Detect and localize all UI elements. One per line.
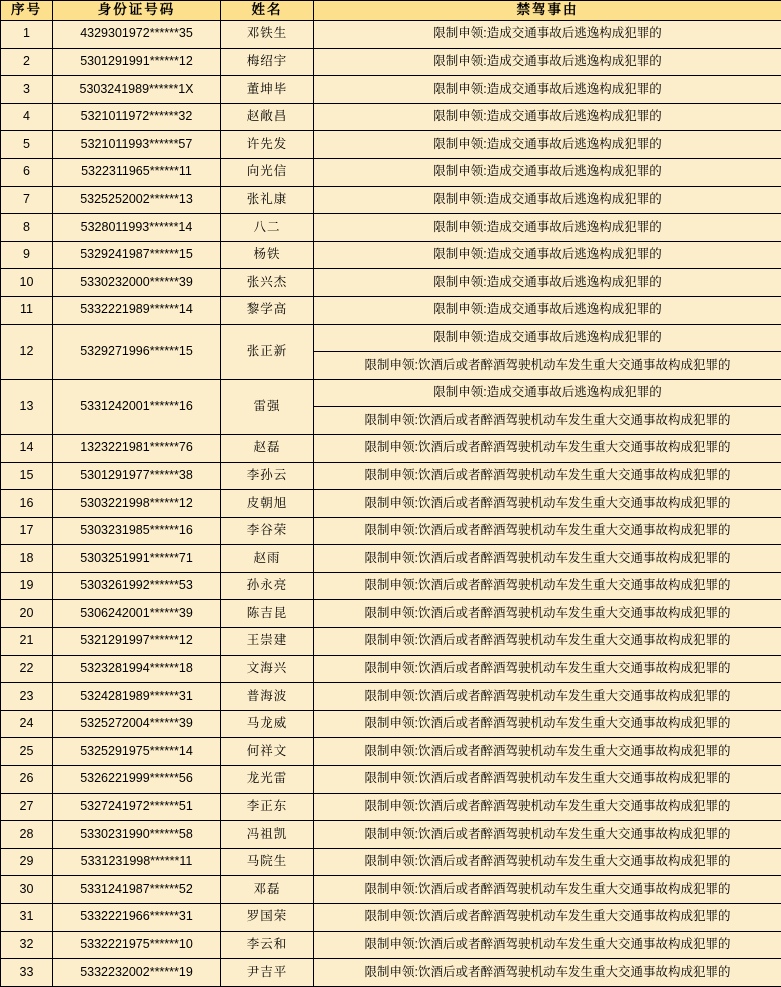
cell-reason: 限制申领:造成交通事故后逃逸构成犯罪的 bbox=[314, 214, 781, 242]
cell-id-number: 5321011993******57 bbox=[53, 131, 221, 159]
cell-id-number: 5326221999******56 bbox=[53, 766, 221, 794]
cell-name: 杨铁 bbox=[221, 241, 314, 269]
cell-name: 李孙云 bbox=[221, 462, 314, 490]
cell-index: 15 bbox=[1, 462, 53, 490]
cell-id-number: 5325272004******39 bbox=[53, 710, 221, 738]
table-row bbox=[1, 959, 781, 987]
cell-id-number: 5332221966******31 bbox=[53, 904, 221, 932]
cell-index: 9 bbox=[1, 241, 53, 269]
table-row bbox=[1, 545, 781, 573]
cell-reason: 限制申领:造成交通事故后逃逸构成犯罪的 bbox=[314, 21, 781, 49]
table-row bbox=[1, 296, 781, 324]
cell-reason: 限制申领:造成交通事故后逃逸构成犯罪的 bbox=[314, 241, 781, 269]
cell-index: 10 bbox=[1, 269, 53, 297]
cell-name: 许先发 bbox=[221, 131, 314, 159]
table-row bbox=[1, 904, 781, 932]
column-header-name: 姓名 bbox=[221, 1, 314, 21]
cell-reason: 限制申领:饮酒后或者醉酒驾驶机动车发生重大交通事故构成犯罪的 bbox=[314, 766, 781, 794]
cell-index: 4 bbox=[1, 103, 53, 131]
cell-reason: 限制申领:饮酒后或者醉酒驾驶机动车发生重大交通事故构成犯罪的 bbox=[314, 821, 781, 849]
column-header-index: 序号 bbox=[1, 1, 53, 21]
cell-id-number: 5324281989******31 bbox=[53, 683, 221, 711]
cell-reason: 限制申领:饮酒后或者醉酒驾驶机动车发生重大交通事故构成犯罪的 bbox=[314, 572, 781, 600]
cell-index: 32 bbox=[1, 931, 53, 959]
cell-name: 李正东 bbox=[221, 793, 314, 821]
cell-id-number: 5329241987******15 bbox=[53, 241, 221, 269]
cell-index: 29 bbox=[1, 848, 53, 876]
table-row bbox=[1, 766, 781, 794]
cell-index: 27 bbox=[1, 793, 53, 821]
cell-id-number: 5303231985******16 bbox=[53, 517, 221, 545]
cell-reason: 限制申领:饮酒后或者醉酒驾驶机动车发生重大交通事故构成犯罪的 bbox=[314, 876, 781, 904]
cell-index: 19 bbox=[1, 572, 53, 600]
cell-name: 孙永亮 bbox=[221, 572, 314, 600]
cell-name: 冯祖凯 bbox=[221, 821, 314, 849]
cell-name: 八二 bbox=[221, 214, 314, 242]
cell-id-number: 5301291991******12 bbox=[53, 48, 221, 76]
cell-reason: 限制申领:饮酒后或者醉酒驾驶机动车发生重大交通事故构成犯罪的 bbox=[314, 710, 781, 738]
cell-name: 龙光雷 bbox=[221, 766, 314, 794]
cell-name: 黎学高 bbox=[221, 296, 314, 324]
cell-reason: 限制申领:饮酒后或者醉酒驾驶机动车发生重大交通事故构成犯罪的 bbox=[314, 793, 781, 821]
cell-id-number: 5321011972******32 bbox=[53, 103, 221, 131]
cell-index: 24 bbox=[1, 710, 53, 738]
cell-reason: 限制申领:饮酒后或者醉酒驾驶机动车发生重大交通事故构成犯罪的 bbox=[314, 545, 781, 573]
cell-index: 31 bbox=[1, 904, 53, 932]
table-row bbox=[1, 131, 781, 159]
table-row bbox=[1, 738, 781, 766]
cell-reason: 限制申领:饮酒后或者醉酒驾驶机动车发生重大交通事故构成犯罪的 bbox=[314, 904, 781, 932]
cell-id-number: 5330231990******58 bbox=[53, 821, 221, 849]
table-header bbox=[1, 1, 781, 21]
cell-index: 26 bbox=[1, 766, 53, 794]
cell-index: 17 bbox=[1, 517, 53, 545]
cell-reason: 限制申领:饮酒后或者醉酒驾驶机动车发生重大交通事故构成犯罪的 bbox=[314, 407, 781, 435]
table-row bbox=[1, 572, 781, 600]
cell-index: 11 bbox=[1, 296, 53, 324]
table-row bbox=[1, 848, 781, 876]
table-row bbox=[1, 793, 781, 821]
cell-reason: 限制申领:饮酒后或者醉酒驾驶机动车发生重大交通事故构成犯罪的 bbox=[314, 434, 781, 462]
cell-index: 2 bbox=[1, 48, 53, 76]
cell-id-number: 5332221975******10 bbox=[53, 931, 221, 959]
cell-name: 何祥文 bbox=[221, 738, 314, 766]
cell-name: 邓磊 bbox=[221, 876, 314, 904]
cell-name: 罗国荣 bbox=[221, 904, 314, 932]
cell-index: 14 bbox=[1, 434, 53, 462]
cell-reason: 限制申领:造成交通事故后逃逸构成犯罪的 bbox=[314, 324, 781, 352]
cell-name: 李云和 bbox=[221, 931, 314, 959]
cell-id-number: 5321291997******12 bbox=[53, 628, 221, 656]
table-row bbox=[1, 462, 781, 490]
cell-reason: 限制申领:饮酒后或者醉酒驾驶机动车发生重大交通事故构成犯罪的 bbox=[314, 738, 781, 766]
cell-index: 23 bbox=[1, 683, 53, 711]
cell-reason: 限制申领:造成交通事故后逃逸构成犯罪的 bbox=[314, 76, 781, 104]
table-row bbox=[1, 683, 781, 711]
cell-reason: 限制申领:造成交通事故后逃逸构成犯罪的 bbox=[314, 48, 781, 76]
table-row bbox=[1, 324, 781, 352]
table-row bbox=[1, 710, 781, 738]
cell-name: 董坤毕 bbox=[221, 76, 314, 104]
cell-id-number: 5323281994******18 bbox=[53, 655, 221, 683]
table-row bbox=[1, 76, 781, 104]
cell-index: 16 bbox=[1, 490, 53, 518]
cell-reason: 限制申领:饮酒后或者醉酒驾驶机动车发生重大交通事故构成犯罪的 bbox=[314, 959, 781, 987]
cell-reason: 限制申领:造成交通事故后逃逸构成犯罪的 bbox=[314, 379, 781, 407]
cell-reason: 限制申领:饮酒后或者醉酒驾驶机动车发生重大交通事故构成犯罪的 bbox=[314, 655, 781, 683]
cell-reason: 限制申领:饮酒后或者醉酒驾驶机动车发生重大交通事故构成犯罪的 bbox=[314, 352, 781, 380]
cell-name: 尹吉平 bbox=[221, 959, 314, 987]
cell-id-number: 5330232000******39 bbox=[53, 269, 221, 297]
table-row bbox=[1, 379, 781, 407]
cell-id-number: 5325291975******14 bbox=[53, 738, 221, 766]
table-row bbox=[1, 628, 781, 656]
cell-id-number: 5327241972******51 bbox=[53, 793, 221, 821]
cell-id-number: 5301291977******38 bbox=[53, 462, 221, 490]
cell-index: 7 bbox=[1, 186, 53, 214]
cell-name: 李谷荣 bbox=[221, 517, 314, 545]
cell-id-number: 5322311965******11 bbox=[53, 158, 221, 186]
cell-index: 28 bbox=[1, 821, 53, 849]
cell-id-number: 5303261992******53 bbox=[53, 572, 221, 600]
cell-reason: 限制申领:造成交通事故后逃逸构成犯罪的 bbox=[314, 158, 781, 186]
table-row bbox=[1, 821, 781, 849]
cell-id-number: 5332221989******14 bbox=[53, 296, 221, 324]
table-header-row bbox=[1, 1, 781, 21]
table-row bbox=[1, 600, 781, 628]
cell-reason: 限制申领:饮酒后或者醉酒驾驶机动车发生重大交通事故构成犯罪的 bbox=[314, 848, 781, 876]
cell-index: 3 bbox=[1, 76, 53, 104]
cell-id-number: 5331241987******52 bbox=[53, 876, 221, 904]
cell-reason: 限制申领:饮酒后或者醉酒驾驶机动车发生重大交通事故构成犯罪的 bbox=[314, 517, 781, 545]
cell-index: 20 bbox=[1, 600, 53, 628]
cell-name: 普海波 bbox=[221, 683, 314, 711]
table-row bbox=[1, 490, 781, 518]
cell-index: 30 bbox=[1, 876, 53, 904]
cell-name: 文海兴 bbox=[221, 655, 314, 683]
cell-name: 向光信 bbox=[221, 158, 314, 186]
cell-index: 6 bbox=[1, 158, 53, 186]
table-row bbox=[1, 21, 781, 49]
cell-reason: 限制申领:饮酒后或者醉酒驾驶机动车发生重大交通事故构成犯罪的 bbox=[314, 462, 781, 490]
cell-name: 皮朝旭 bbox=[221, 490, 314, 518]
table-row bbox=[1, 241, 781, 269]
cell-name: 赵敞昌 bbox=[221, 103, 314, 131]
cell-id-number: 5303241989******1X bbox=[53, 76, 221, 104]
cell-name: 赵磊 bbox=[221, 434, 314, 462]
cell-name: 梅绍宇 bbox=[221, 48, 314, 76]
cell-reason: 限制申领:造成交通事故后逃逸构成犯罪的 bbox=[314, 131, 781, 159]
table-row bbox=[1, 876, 781, 904]
table-row bbox=[1, 186, 781, 214]
cell-index: 18 bbox=[1, 545, 53, 573]
table-body bbox=[1, 21, 781, 987]
cell-reason: 限制申领:饮酒后或者醉酒驾驶机动车发生重大交通事故构成犯罪的 bbox=[314, 628, 781, 656]
cell-name: 张礼康 bbox=[221, 186, 314, 214]
table-row bbox=[1, 214, 781, 242]
cell-index: 33 bbox=[1, 959, 53, 987]
cell-reason: 限制申领:造成交通事故后逃逸构成犯罪的 bbox=[314, 269, 781, 297]
cell-id-number: 5331231998******11 bbox=[53, 848, 221, 876]
cell-index: 8 bbox=[1, 214, 53, 242]
cell-reason: 限制申领:造成交通事故后逃逸构成犯罪的 bbox=[314, 186, 781, 214]
cell-index: 5 bbox=[1, 131, 53, 159]
table-row bbox=[1, 103, 781, 131]
cell-name: 雷强 bbox=[221, 379, 314, 434]
cell-index: 21 bbox=[1, 628, 53, 656]
column-header-reason: 禁驾事由 bbox=[314, 1, 781, 21]
cell-reason: 限制申领:饮酒后或者醉酒驾驶机动车发生重大交通事故构成犯罪的 bbox=[314, 683, 781, 711]
cell-name: 马院生 bbox=[221, 848, 314, 876]
table-row bbox=[1, 655, 781, 683]
cell-id-number: 5328011993******14 bbox=[53, 214, 221, 242]
cell-id-number: 5332232002******19 bbox=[53, 959, 221, 987]
cell-reason: 限制申领:造成交通事故后逃逸构成犯罪的 bbox=[314, 296, 781, 324]
cell-reason: 限制申领:饮酒后或者醉酒驾驶机动车发生重大交通事故构成犯罪的 bbox=[314, 600, 781, 628]
table-row bbox=[1, 269, 781, 297]
column-header-id: 身份证号码 bbox=[53, 1, 221, 21]
cell-id-number: 5331242001******16 bbox=[53, 379, 221, 434]
cell-name: 张兴杰 bbox=[221, 269, 314, 297]
cell-name: 马龙威 bbox=[221, 710, 314, 738]
cell-reason: 限制申领:造成交通事故后逃逸构成犯罪的 bbox=[314, 103, 781, 131]
cell-id-number: 5303221998******12 bbox=[53, 490, 221, 518]
cell-index: 13 bbox=[1, 379, 53, 434]
cell-reason: 限制申领:饮酒后或者醉酒驾驶机动车发生重大交通事故构成犯罪的 bbox=[314, 931, 781, 959]
cell-name: 王崇建 bbox=[221, 628, 314, 656]
cell-index: 1 bbox=[1, 21, 53, 49]
cell-id-number: 5306242001******39 bbox=[53, 600, 221, 628]
cell-id-number: 5329271996******15 bbox=[53, 324, 221, 379]
table-row bbox=[1, 517, 781, 545]
table-row bbox=[1, 48, 781, 76]
cell-id-number: 1323221981******76 bbox=[53, 434, 221, 462]
cell-id-number: 5303251991******71 bbox=[53, 545, 221, 573]
cell-index: 12 bbox=[1, 324, 53, 379]
cell-name: 陈吉昆 bbox=[221, 600, 314, 628]
cell-id-number: 5325252002******13 bbox=[53, 186, 221, 214]
cell-name: 张正新 bbox=[221, 324, 314, 379]
table-row bbox=[1, 434, 781, 462]
cell-index: 25 bbox=[1, 738, 53, 766]
cell-name: 邓铁生 bbox=[221, 21, 314, 49]
cell-id-number: 4329301972******35 bbox=[53, 21, 221, 49]
table-row bbox=[1, 931, 781, 959]
cell-index: 22 bbox=[1, 655, 53, 683]
table-row bbox=[1, 158, 781, 186]
cell-reason: 限制申领:饮酒后或者醉酒驾驶机动车发生重大交通事故构成犯罪的 bbox=[314, 490, 781, 518]
cell-name: 赵雨 bbox=[221, 545, 314, 573]
